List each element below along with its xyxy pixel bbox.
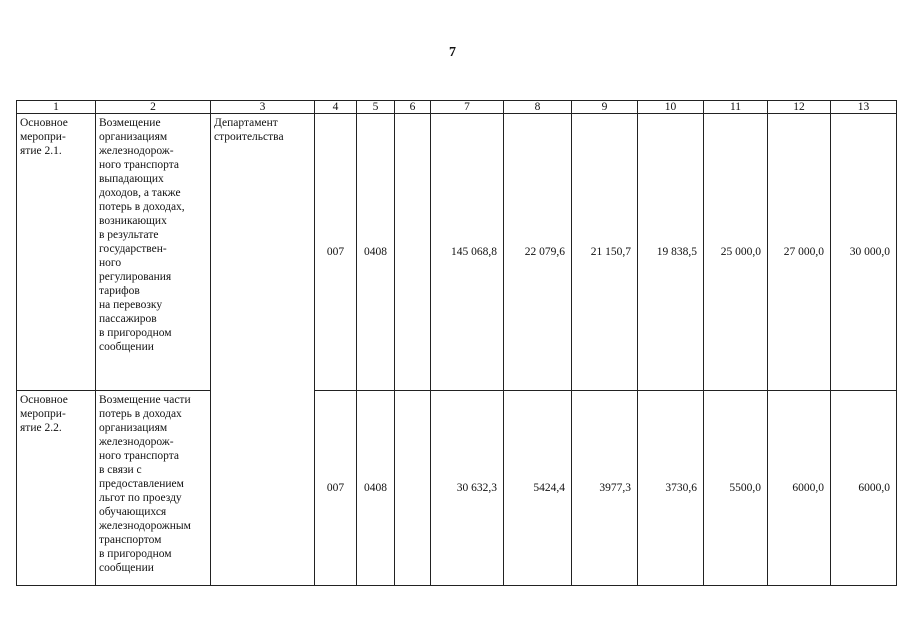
header-cell: 2 — [96, 101, 211, 114]
header-cell: 13 — [831, 101, 897, 114]
header-cell: 6 — [395, 101, 431, 114]
header-row — [17, 101, 897, 114]
amount-cell: 6000,0 — [768, 391, 831, 586]
header-cell: 5 — [357, 101, 395, 114]
amount-cell: 27 000,0 — [768, 114, 831, 391]
header-cell: 7 — [431, 101, 504, 114]
code-cell: 007 — [315, 114, 357, 391]
amount-cell: 25 000,0 — [704, 114, 768, 391]
amount-cell: 145 068,8 — [431, 114, 504, 391]
budget-table — [16, 100, 897, 586]
header-cell: 11 — [704, 101, 768, 114]
executor: Департамент строительства — [211, 114, 315, 586]
header-cell: 9 — [572, 101, 638, 114]
amount-cell: 19 838,5 — [638, 114, 704, 391]
amount-cell: 3730,6 — [638, 391, 704, 586]
amount-cell: 5500,0 — [704, 391, 768, 586]
header-cell: 4 — [315, 101, 357, 114]
amount-cell: 22 079,6 — [504, 114, 572, 391]
amount-cell: 3977,3 — [572, 391, 638, 586]
code-cell: 007 — [315, 391, 357, 586]
activity-description: Возмещение части потерь в доходах организациям железнодорож- ного транспорта в связи с предоставлением льгот по проезду обучающихся железнодорожным транспортом в пригородном сообщении — [96, 391, 211, 586]
activity-description: Возмещение организациям железнодорож- ного транспорта выпадающих доходов, а также потерь в доходах, возникающих в результате государствен- ного регулирования тарифов на перевозку пассажиров в пригородном сообщении — [96, 114, 211, 391]
amount-cell: 5424,4 — [504, 391, 572, 586]
table-row — [17, 391, 897, 586]
code-cell: 0408 — [357, 391, 395, 586]
header-cell: 10 — [638, 101, 704, 114]
amount-cell: 21 150,7 — [572, 114, 638, 391]
amount-cell: 30 000,0 — [831, 114, 897, 391]
empty-cell — [395, 391, 431, 586]
header-cell: 8 — [504, 101, 572, 114]
page-number: 7 — [449, 45, 456, 60]
empty-cell — [395, 114, 431, 391]
activity-name: Основное меропри- ятие 2.2. — [17, 391, 96, 586]
header-cell: 3 — [211, 101, 315, 114]
amount-cell: 30 632,3 — [431, 391, 504, 586]
header-cell: 12 — [768, 101, 831, 114]
code-cell: 0408 — [357, 114, 395, 391]
header-cell: 1 — [17, 101, 96, 114]
amount-cell: 6000,0 — [831, 391, 897, 586]
table-row — [17, 114, 897, 391]
activity-name: Основное меропри- ятие 2.1. — [17, 114, 96, 391]
